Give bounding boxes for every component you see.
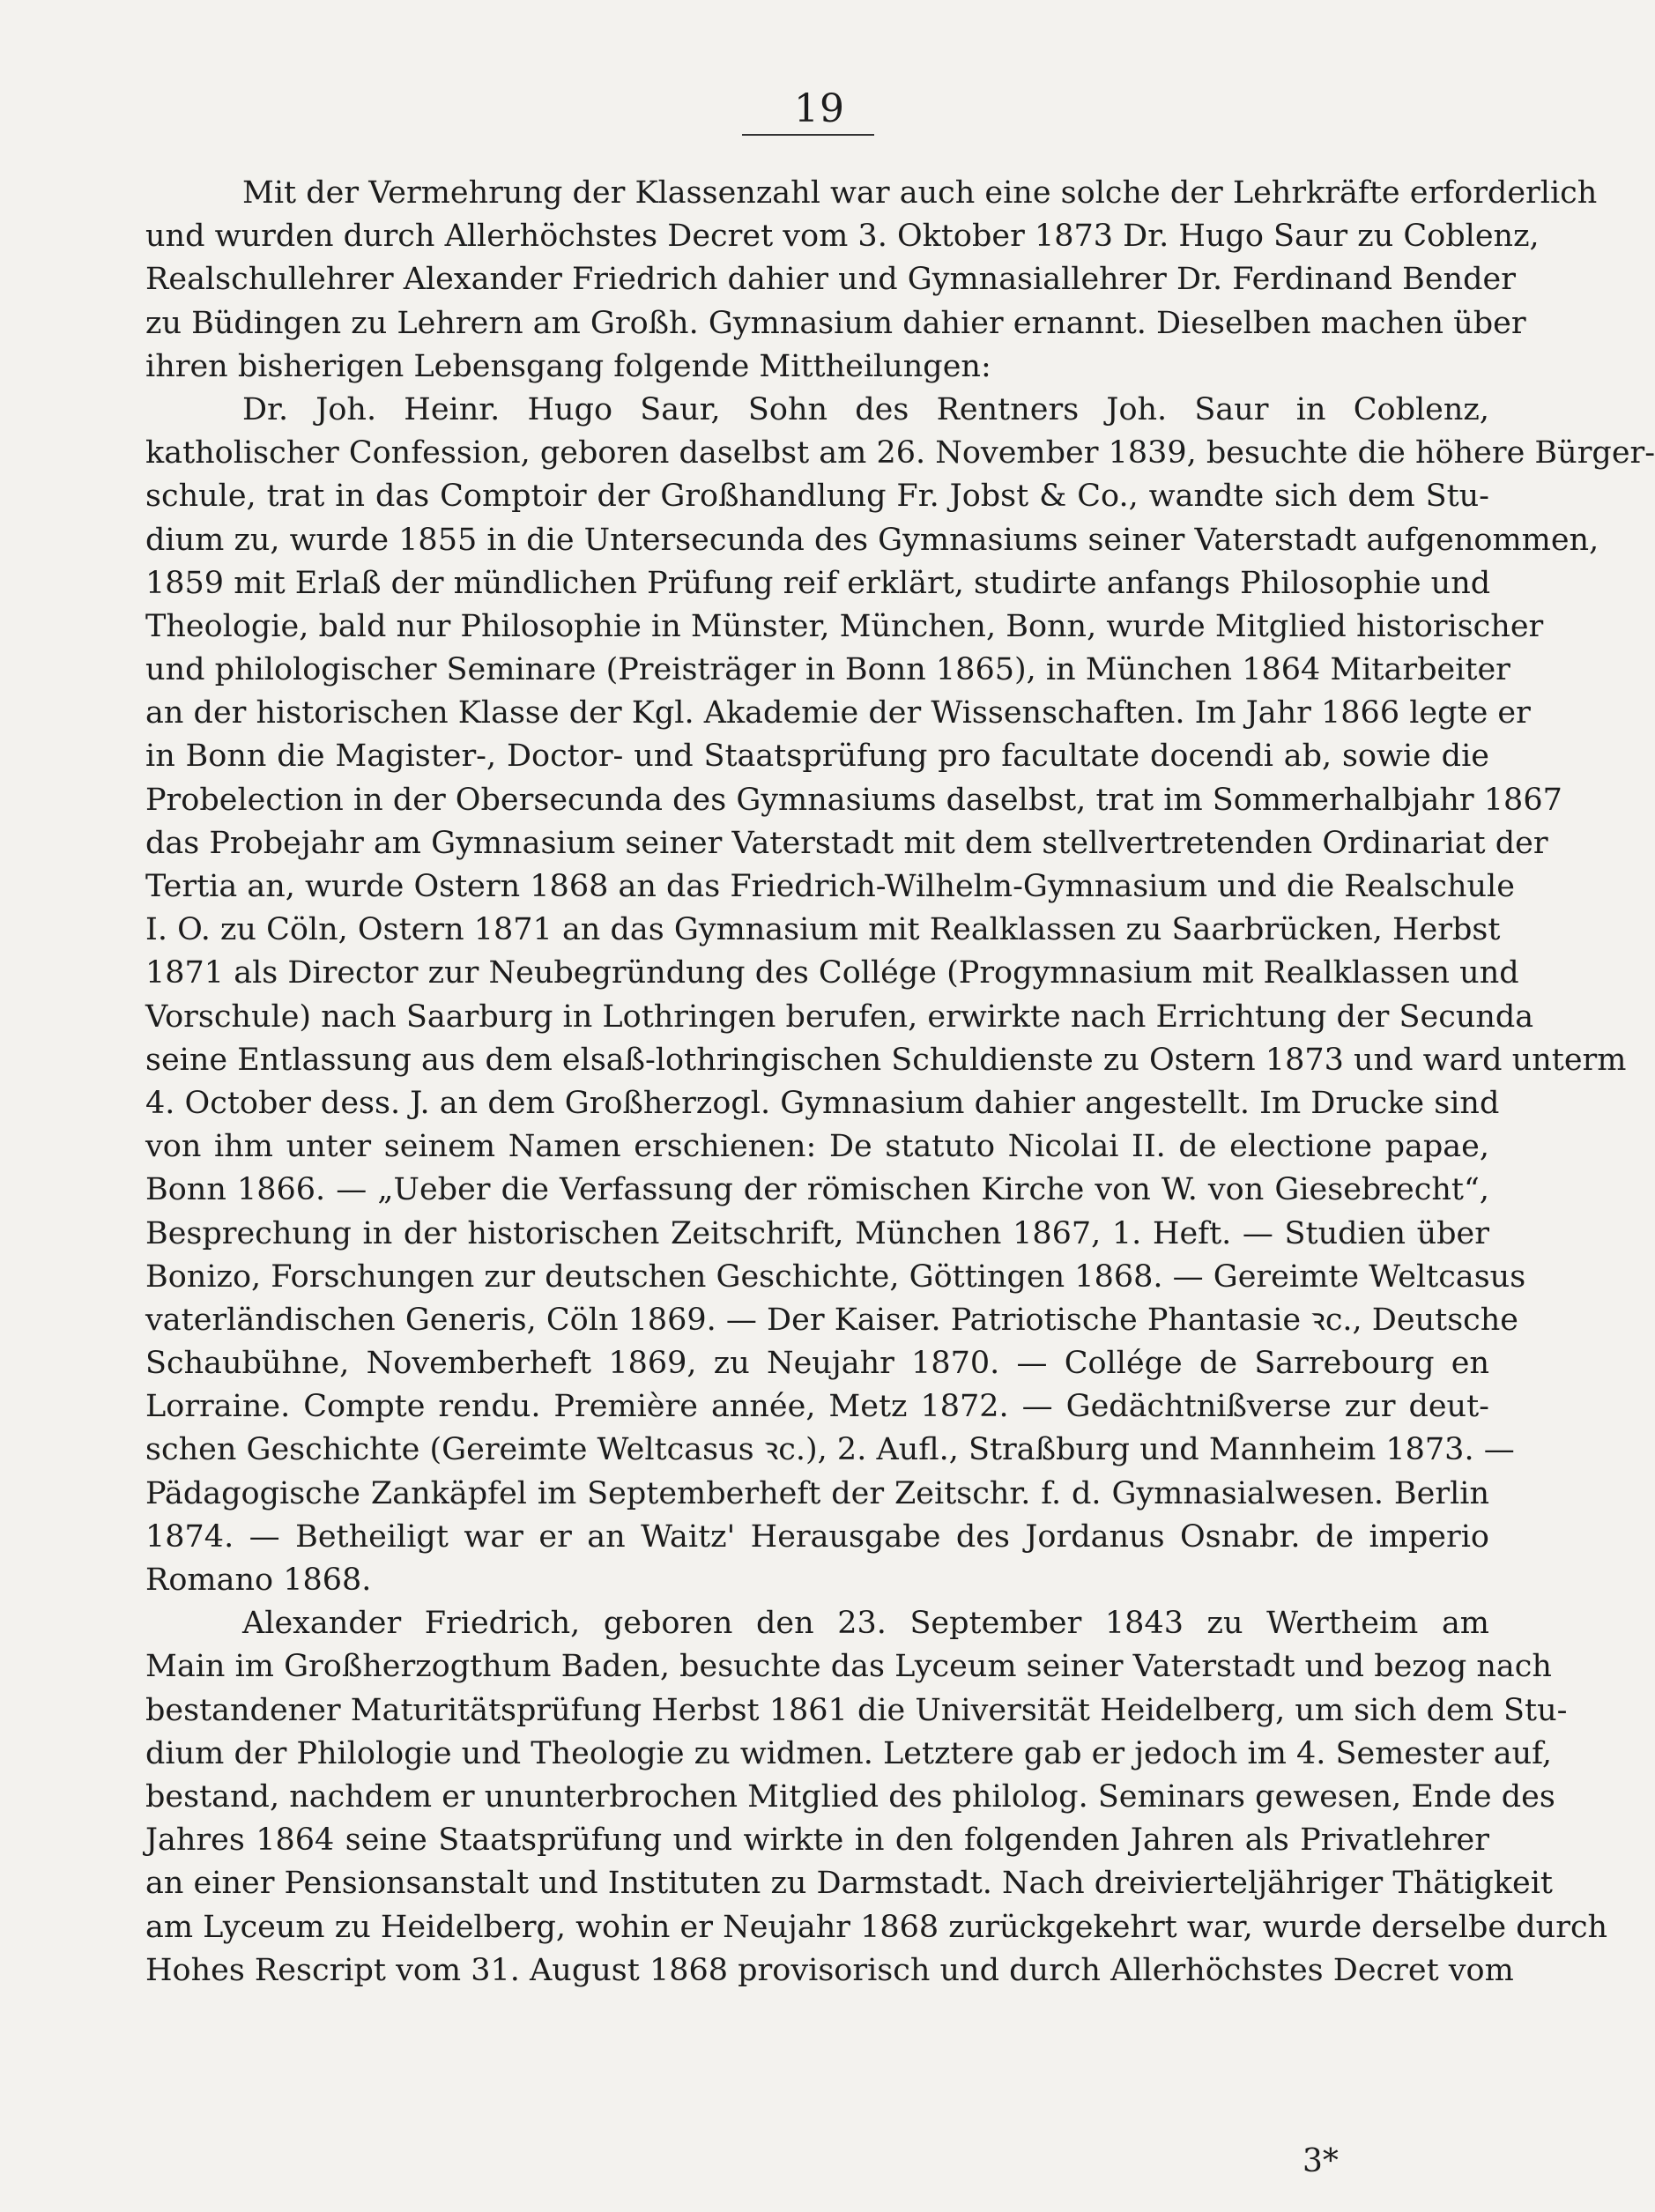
text-line: I. O. zu Cöln, Ostern 1871 an das Gymnasium mit Realklassen zu Saarbrücken, Herbst: [145, 912, 1501, 948]
text-line: Vorschule) nach Saarburg in Lothringen berufen, erwirkte nach Errichtung der Secunda: [145, 998, 1534, 1035]
page-number-rule: [742, 134, 874, 136]
text-line: Romano 1868.: [145, 1563, 372, 1598]
text-line: Besprechung in der historischen Zeitschrift, München 1867, 1. Heft. — Studien über: [145, 1215, 1489, 1251]
text-line: Alexander Friedrich, geboren den 23. September 1843 zu Wertheim am: [242, 1606, 1489, 1642]
text-line: Lorraine. Compte rendu. Première année, Metz 1872. — Gedächtnißverse zur deut-: [145, 1389, 1489, 1425]
text-line: dium zu, wurde 1855 in die Untersecunda des Gymnasiums seiner Vaterstadt aufgenommen,: [145, 522, 1599, 558]
text-line: dium der Philologie und Theologie zu widmen. Letztere gab er jedoch im 4. Semester auf,: [145, 1735, 1552, 1771]
page-number: 19: [794, 86, 845, 131]
text-line: Dr. Joh. Heinr. Hugo Saur, Sohn des Rentners Joh. Saur in Coblenz,: [242, 391, 1489, 427]
text-line: an einer Pensionsanstalt und Instituten zu Darmstadt. Nach dreivierteljähriger Thätigkeit: [145, 1866, 1553, 1902]
text-line: schen Geschichte (Gereimte Weltcasus ꝛc.), 2. Aufl., Straßburg und Mannheim 1873. —: [145, 1432, 1515, 1468]
text-line: 1874. — Betheiligt war er an Waitz' Herausgabe des Jordanus Osnabr. de imperio: [145, 1518, 1489, 1555]
text-line: bestandener Maturitätsprüfung Herbst 1861 die Universität Heidelberg, um sich dem Stu-: [145, 1692, 1568, 1728]
text-line: ihren bisherigen Lebensgang folgende Mittheilungen:: [145, 348, 991, 384]
text-line: von ihm unter seinem Namen erschienen: De statuto Nicolai II. de electione papae,: [145, 1129, 1489, 1165]
text-line: an der historischen Klasse der Kgl. Akademie der Wissenschaften. Im Jahr 1866 legte er: [145, 695, 1531, 731]
text-line: Pädagogische Zankäpfel im Septemberheft der Zeitschr. f. d. Gymnasialwesen. Berlin: [145, 1475, 1489, 1511]
text-line: bestand, nachdem er ununterbrochen Mitglied des philolog. Seminars gewesen, Ende des: [145, 1778, 1555, 1815]
text-line: schule, trat in das Comptoir der Großhandlung Fr. Jobst & Co., wandte sich dem Stu-: [145, 479, 1489, 515]
body-text: [145, 172, 1655, 1993]
text-line: Realschullehrer Alexander Friedrich dahier und Gymnasiallehrer Dr. Ferdinand Bender: [145, 262, 1516, 298]
text-line: Hohes Rescript vom 31. August 1868 provisorisch und durch Allerhöchstes Decret vom: [145, 1952, 1514, 1988]
text-line: und philologischer Seminare (Preisträger in Bonn 1865), in München 1864 Mitarbeiter: [145, 652, 1510, 688]
text-line: in Bonn die Magister-, Doctor- und Staatsprüfung pro facultate docendi ab, sowie die: [145, 739, 1489, 775]
text-line: und wurden durch Allerhöchstes Decret vom 3. Oktober 1873 Dr. Hugo Saur zu Coblenz,: [145, 219, 1540, 255]
text-line: Mit der Vermehrung der Klassenzahl war auch eine solche der Lehrkräfte erforderlich: [242, 175, 1598, 211]
text-line: Probelection in der Obersecunda des Gymnasiums daselbst, trat im Sommerhalbjahr 1867: [145, 782, 1562, 818]
text-line: seine Entlassung aus dem elsaß-lothringischen Schuldienste zu Ostern 1873 und ward unterm: [145, 1042, 1627, 1078]
text-line: das Probejahr am Gymnasium seiner Vaterstadt mit dem stellvertretenden Ordinariat der: [145, 825, 1548, 861]
text-line: Jahres 1864 seine Staatsprüfung und wirkte in den folgenden Jahren als Privatlehrer: [145, 1822, 1489, 1859]
text-line: 1859 mit Erlaß der mündlichen Prüfung reif erklärt, studirte anfangs Philosophie und: [145, 565, 1491, 601]
text-line: Theologie, bald nur Philosophie in Münster, München, Bonn, wurde Mitglied historischer: [145, 608, 1544, 644]
text-line: vaterländischen Generis, Cöln 1869. — Der Kaiser. Patriotische Phantasie ꝛc., Deutsche: [145, 1302, 1519, 1338]
text-line: Schaubühne, Novemberheft 1869, zu Neujahr 1870. — Collége de Sarrebourg en: [145, 1346, 1489, 1382]
text-line: katholischer Confession, geboren daselbst am 26. November 1839, besuchte die höhere Bürger-: [145, 435, 1655, 471]
text-line: am Lyceum zu Heidelberg, wohin er Neujahr 1868 zurückgekehrt war, wurde derselbe durch: [145, 1909, 1608, 1945]
signature-mark: 3*: [1302, 2143, 1339, 2179]
text-line: Tertia an, wurde Ostern 1868 an das Friedrich-Wilhelm-Gymnasium und die Realschule: [145, 869, 1515, 904]
text-line: Main im Großherzogthum Baden, besuchte das Lyceum seiner Vaterstadt und bezog nach: [145, 1649, 1552, 1685]
text-line: 1871 als Director zur Neubegründung des Collége (Progymnasium mit Realklassen und: [145, 955, 1519, 991]
text-line: Bonn 1866. — „Ueber die Verfassung der römischen Kirche von W. von Giesebrecht“,: [145, 1172, 1489, 1208]
text-line: 4. October dess. J. an dem Großherzogl. Gymnasium dahier angestellt. Im Drucke sind: [145, 1085, 1500, 1121]
text-line: Bonizo, Forschungen zur deutschen Geschichte, Göttingen 1868. — Gereimte Weltcasus: [145, 1258, 1526, 1295]
text-line: zu Büdingen zu Lehrern am Großh. Gymnasium dahier ernannt. Dieselben machen über: [145, 305, 1526, 341]
